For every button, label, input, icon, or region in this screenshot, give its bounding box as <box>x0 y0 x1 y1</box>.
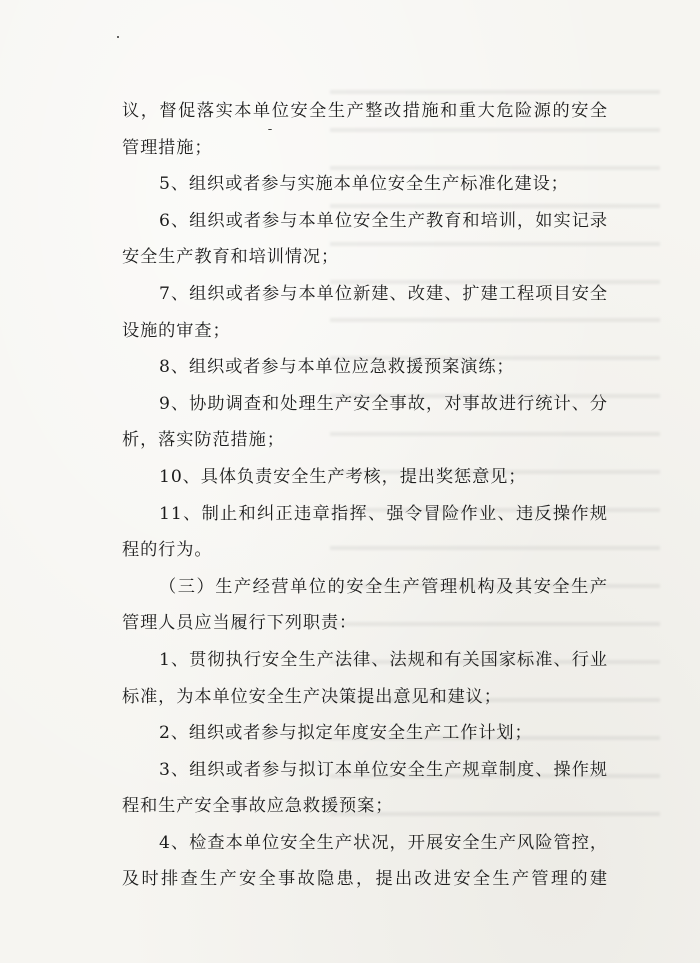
duty-item-4: 4、检查本单位安全生产状况，开展安全生产风险管控， <box>159 832 608 853</box>
duty-item-1: 1、贯彻执行安全生产法律、法规和有关国家标准、行业 <box>159 649 608 670</box>
document-body <box>122 93 608 898</box>
section-heading-3: （三）生产经营单位的安全生产管理机构及其安全生产 <box>159 576 608 597</box>
duty-item-2: 2、组织或者参与拟定年度安全生产工作计划； <box>159 723 533 744</box>
text-line: 及时排查生产安全事故隐患，提出改进安全生产管理的建 <box>122 869 608 890</box>
list-item-11: 11、制止和纠正违章指挥、强令冒险作业、违反操作规 <box>159 503 608 524</box>
text-line: 议，督促落实本单位安全生产整改措施和重大危险源的安全 <box>122 101 608 121</box>
text-line: 析，落实防范措施； <box>122 430 285 451</box>
duty-item-3: 3、组织或者参与拟订本单位安全生产规章制度、操作规 <box>159 759 608 780</box>
text-line: 安全生产教育和培训情况； <box>122 247 340 268</box>
text-line: 标准，为本单位安全生产决策提出意见和建议； <box>122 686 502 707</box>
text-line: 设施的审查； <box>122 320 231 341</box>
list-item-5: 5、组织或者参与实施本单位安全生产标准化建设； <box>159 174 569 195</box>
list-item-7: 7、组织或者参与本单位新建、改建、扩建工程项目安全 <box>159 283 608 304</box>
list-item-6: 6、组织或者参与本单位安全生产教育和培训，如实记录 <box>159 210 608 231</box>
text-line: 程和生产安全事故应急救援预案； <box>122 796 394 817</box>
list-item-10: 10、具体负责安全生产考核，提出奖惩意见； <box>159 466 527 487</box>
scan-speck <box>117 36 119 38</box>
text-line: 管理措施； <box>122 137 213 158</box>
text-line: 管理人员应当履行下列职责： <box>122 613 358 634</box>
list-item-8: 8、组织或者参与本单位应急救援预案演练； <box>159 357 515 378</box>
list-item-9: 9、协助调查和处理生产安全事故，对事故进行统计、分 <box>159 393 608 414</box>
text-line: 程的行为。 <box>122 540 213 561</box>
